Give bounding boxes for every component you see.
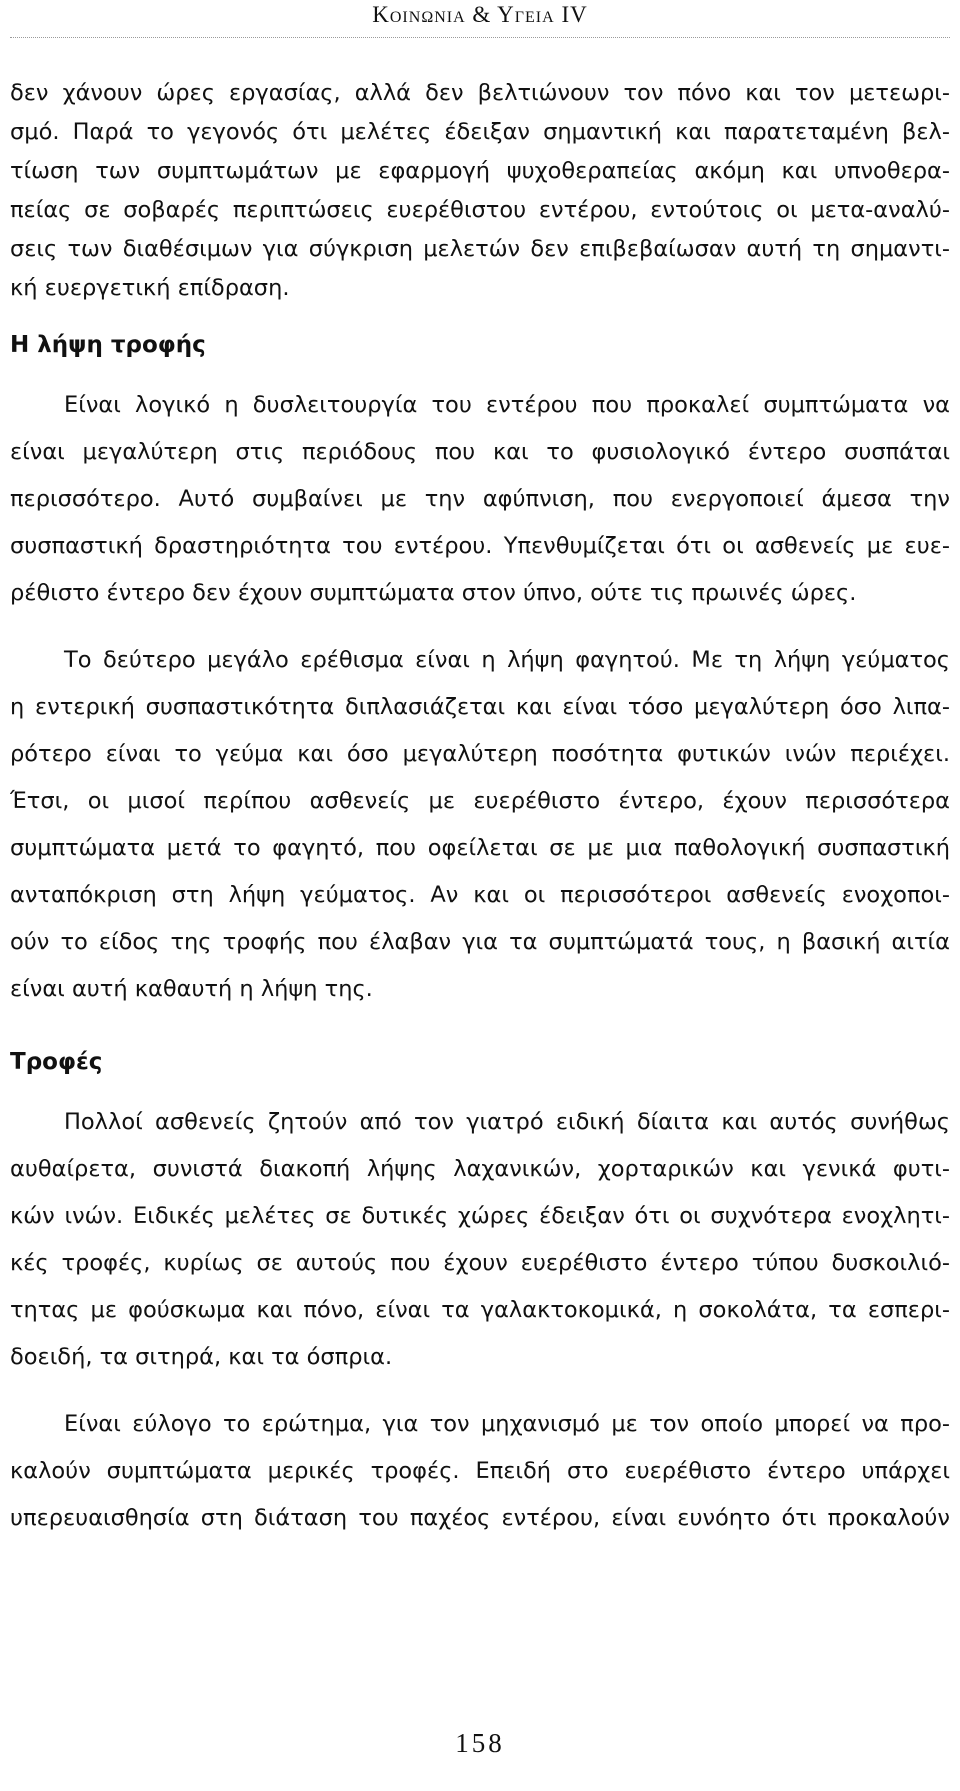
text-line: ρότερο είναι το γεύμα και όσο μεγαλύτερη ποσότητα φυτικών ινών περιέχει. [10, 741, 950, 767]
text-line: ρέθιστο έντερο δεν έχουν συμπτώματα στον ύπνο, ούτε τις πρωινές ώρες. [10, 580, 857, 606]
running-head: Κοινωνια & Υγεια IV [372, 2, 588, 27]
text-line: ανταπόκριση στη λήψη γεύματος. Αν και οι περισσότεροι ασθενείς ενοχοποι- [10, 882, 950, 908]
text-line: τίωση των συμπτωμάτων με εφαρμογή ψυχοθεραπείας ακόμη και υπνοθερα- [10, 158, 950, 184]
spacer [10, 1013, 950, 1039]
text-line: πείας σε σοβαρές περιπτώσεις ευερέθιστου εντέρου, εντούτοις οι μετα-αναλύ- [10, 197, 950, 223]
text-line: αυθαίρετα, συνιστά διακοπή λήψης λαχανικών, χορταρικών και γενικά φυτι- [10, 1156, 950, 1182]
text-line: Το δεύτερο μεγάλο ερέθισμα είναι η λήψη φαγητού. Με τη λήψη γεύματος [64, 647, 950, 673]
spacer [10, 308, 950, 322]
section-heading: Η λήψη τροφής [10, 332, 206, 358]
spacer [10, 1085, 950, 1099]
paragraph-food-intake-1 [10, 382, 950, 617]
spacer [10, 368, 950, 382]
text-line: ούν το είδος της τροφής που έλαβαν για τα συμπτώματά τους, η βασική αιτία [10, 929, 950, 955]
header-rule [10, 37, 950, 38]
text-line: Είναι λογικό η δυσλειτουργία του εντέρου που προκαλεί συμπτώματα να [64, 392, 950, 418]
paragraph-food-intake-2 [10, 637, 950, 1013]
paragraph-foods-1 [10, 1099, 950, 1381]
paragraph-foods-2 [10, 1401, 950, 1542]
text-line: Πολλοί ασθενείς ζητούν από τον γιατρό ειδική δίαιτα και αυτός συνήθως [64, 1109, 950, 1135]
text-line: Έτσι, οι μισοί περίπου ασθενείς με ευερέθιστο έντερο, έχουν περισσότερα [10, 788, 950, 814]
text-line: κή ευεργετική επίδραση. [10, 275, 290, 301]
page-body [10, 74, 950, 1542]
section-heading: Τροφές [10, 1049, 103, 1075]
text-line: δεν χάνουν ώρες εργασίας, αλλά δεν βελτιώνουν τον πόνο και τον μετεωρι- [10, 80, 950, 106]
text-line: συμπτώματα μετά το φαγητό, που οφείλεται σε με μια παθολογική συσπαστική [10, 835, 950, 861]
text-line: καλούν συμπτώματα μερικές τροφές. Επειδή στο ευερέθιστο έντερο υπάρχει [10, 1458, 950, 1484]
text-line: κών ινών. Ειδικές μελέτες σε δυτικές χώρες έδειξαν ότι οι συχνότερα ενοχλητι- [10, 1203, 950, 1229]
text-line: περισσότερο. Αυτό συμβαίνει με την αφύπνιση, που ενεργοποιεί άμεσα την [10, 486, 950, 512]
paragraph-intro [10, 74, 950, 308]
text-line: τητας με φούσκωμα και πόνο, είναι τα γαλακτοκομικά, η σοκολάτα, τα εσπερι- [10, 1297, 950, 1323]
page-number: 158 [455, 1728, 505, 1758]
text-line: είναι μεγαλύτερη στις περιόδους που και το φυσιολογικό έντερο συσπάται [10, 439, 950, 465]
text-line: συσπαστική δραστηριότητα του εντέρου. Υπενθυμίζεται ότι οι ασθενείς με ευε- [10, 533, 950, 559]
text-line: δοειδή, τα σιτηρά, και τα όσπρια. [10, 1344, 393, 1370]
text-line: υπερευαισθησία στη διάταση του παχέος εντέρου, είναι ευνόητο ότι προκαλούν [10, 1505, 950, 1531]
text-line: κές τροφές, κυρίως σε αυτούς που έχουν ευερέθιστο έντερο τύπου δυσκοιλιό- [10, 1250, 950, 1276]
spacer [10, 1381, 950, 1401]
spacer [10, 617, 950, 637]
text-line: Είναι εύλογο το ερώτημα, για τον μηχανισμό με τον οποίο μπορεί να προ- [64, 1411, 950, 1437]
text-line: είναι αυτή καθαυτή η λήψη της. [10, 976, 373, 1002]
text-line: σμό. Παρά το γεγονός ότι μελέτες έδειξαν σημαντική και παρατεταμένη βελ- [10, 119, 950, 145]
text-line: σεις των διαθέσιμων για σύγκριση μελετών δεν επιβεβαίωσαν αυτή τη σημαντι- [10, 236, 950, 262]
text-line: η εντερική συσπαστικότητα διπλασιάζεται και είναι τόσο μεγαλύτερη όσο λιπα- [10, 694, 950, 720]
